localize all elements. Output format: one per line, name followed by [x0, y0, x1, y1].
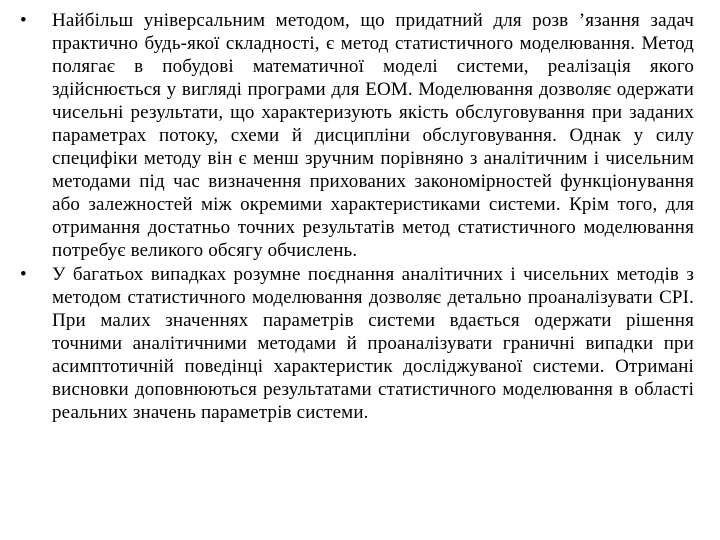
bullet-marker: • [20, 264, 27, 285]
bullet-item-statistical-modeling [18, 9, 694, 262]
bullet-text: Найбільш універсальним методом, що придатний для розв ’язання задач практично будь-якої складності, є метод статистичного моделювання. Метод полягає в побудові математичної моделі системи, реалізація якого здійснюється у вигляді програми для ЕОМ. Моделювання дозволяє одержати чисельні результати, що характеризують якість обслуговування при заданих параметрах потоку, схеми й дисципліни обслуговування. Однак у силу специфіки методу він є менш зручним порівняно з аналітичним і чисельним методами під час визначення прихованих закономірностей функціонування або залежностей між окремими характеристиками системи. Крім того, для отримання достатньо точних результатів метод статистичного моделювання потребує великого обсягу обчислень. [52, 10, 694, 261]
bullet-item-combined-methods [18, 263, 694, 424]
bullet-text: У багатьох випадках розумне поєднання аналітичних і чисельних методів з методом статистичного моделювання дозволяє детально проаналізувати СРІ. При малих значеннях параметрів системи вдається одержати рішення точними аналітичними методами й проаналізувати граничні випадки при асимптотичній поведінці характеристик досліджуваної системи. Отримані висновки доповнюються результатами статистичного моделювання в області реальних значень параметрів системи. [52, 264, 694, 423]
bullet-list [18, 9, 694, 425]
bullet-marker: • [20, 10, 27, 31]
